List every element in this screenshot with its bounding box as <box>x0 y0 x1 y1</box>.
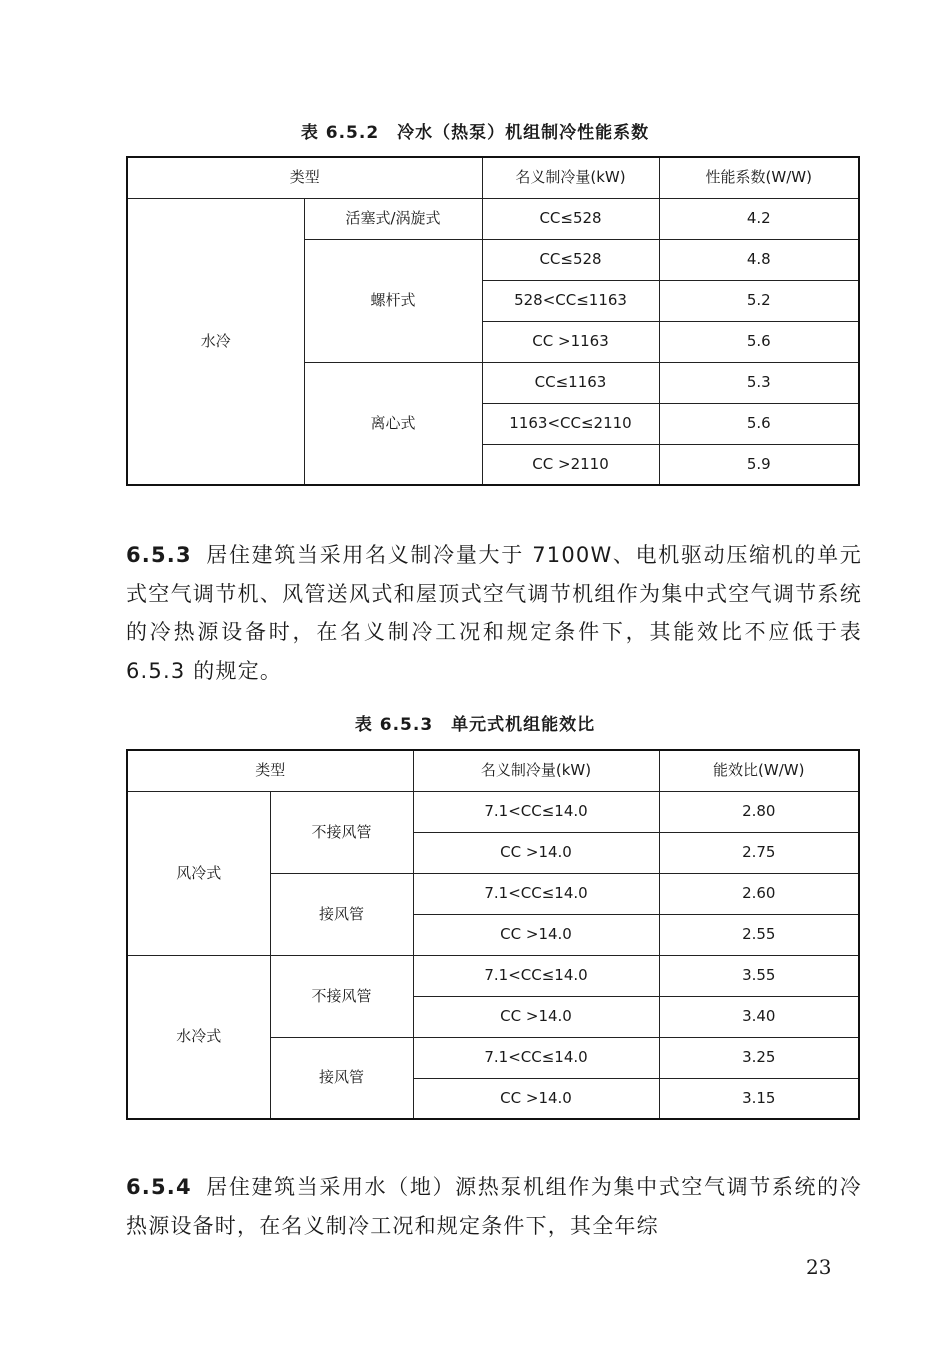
header-eer: 能效比(W/W) <box>659 750 859 791</box>
header-capacity: 名义制冷量(kW) <box>482 157 659 198</box>
capacity-cell: 1163<CC≤2110 <box>482 403 659 444</box>
table-row <box>127 198 859 239</box>
capacity-cell: CC≤1163 <box>482 362 659 403</box>
table-row <box>127 955 859 996</box>
value-cell: 2.75 <box>659 832 859 873</box>
header-type: 类型 <box>127 157 482 198</box>
capacity-cell: CC≤528 <box>482 198 659 239</box>
value-cell: 3.25 <box>659 1037 859 1078</box>
clause-6-5-4 <box>126 1168 862 1245</box>
value-cell: 5.9 <box>659 444 859 485</box>
clause-6-5-3 <box>126 536 862 690</box>
capacity-cell: 7.1<CC≤14.0 <box>413 955 659 996</box>
value-cell: 5.6 <box>659 403 859 444</box>
capacity-cell: 7.1<CC≤14.0 <box>413 873 659 914</box>
subgroup-label: 接风管 <box>270 1037 413 1119</box>
subgroup-label: 活塞式/涡旋式 <box>304 198 482 239</box>
capacity-cell: CC >14.0 <box>413 914 659 955</box>
value-cell: 5.3 <box>659 362 859 403</box>
value-cell: 2.60 <box>659 873 859 914</box>
table-6-5-3-caption: 表 6.5.3 单元式机组能效比 <box>354 715 596 735</box>
subgroup-label: 接风管 <box>270 873 413 955</box>
clause-text: 居住建筑当采用名义制冷量大于 7100W、电机驱动压缩机的单元式空气调节机、风管送风式和屋顶式空气调节机组作为集中式空气调节系统的冷热源设备时，在名义制冷工况和规定条件下，其能效比不应低于表 6.5.3 的规定。 <box>126 543 862 683</box>
value-cell: 2.80 <box>659 791 859 832</box>
table-header-row <box>127 750 859 791</box>
subgroup-label: 螺杆式 <box>304 239 482 362</box>
capacity-cell: CC≤528 <box>482 239 659 280</box>
capacity-cell: CC >14.0 <box>413 996 659 1037</box>
group-label: 水冷 <box>127 198 304 485</box>
table-header-row <box>127 157 859 198</box>
clause-text: 居住建筑当采用水（地）源热泵机组作为集中式空气调节系统的冷热源设备时，在名义制冷工况和规定条件下，其全年综 <box>126 1175 862 1238</box>
header-cop: 性能系数(W/W) <box>659 157 859 198</box>
capacity-cell: CC >14.0 <box>413 1078 659 1119</box>
value-cell: 2.55 <box>659 914 859 955</box>
header-capacity: 名义制冷量(kW) <box>413 750 659 791</box>
page-number: 23 <box>806 1255 832 1279</box>
table-6-5-2 <box>126 156 860 486</box>
clause-number: 6.5.4 <box>126 1175 192 1199</box>
value-cell: 3.55 <box>659 955 859 996</box>
value-cell: 3.15 <box>659 1078 859 1119</box>
table-row <box>127 791 859 832</box>
value-cell: 5.6 <box>659 321 859 362</box>
clause-number: 6.5.3 <box>126 543 192 567</box>
value-cell: 4.2 <box>659 198 859 239</box>
header-type: 类型 <box>127 750 413 791</box>
capacity-cell: 7.1<CC≤14.0 <box>413 1037 659 1078</box>
capacity-cell: 528<CC≤1163 <box>482 280 659 321</box>
group-label: 水冷式 <box>127 955 270 1119</box>
subgroup-label: 离心式 <box>304 362 482 485</box>
capacity-cell: CC >1163 <box>482 321 659 362</box>
table-6-5-2-caption: 表 6.5.2 冷水（热泵）机组制冷性能系数 <box>300 123 650 143</box>
subgroup-label: 不接风管 <box>270 955 413 1037</box>
subgroup-label: 不接风管 <box>270 791 413 873</box>
value-cell: 4.8 <box>659 239 859 280</box>
group-label: 风冷式 <box>127 791 270 955</box>
capacity-cell: CC >2110 <box>482 444 659 485</box>
value-cell: 5.2 <box>659 280 859 321</box>
value-cell: 3.40 <box>659 996 859 1037</box>
table-6-5-3 <box>126 749 860 1120</box>
capacity-cell: CC >14.0 <box>413 832 659 873</box>
capacity-cell: 7.1<CC≤14.0 <box>413 791 659 832</box>
